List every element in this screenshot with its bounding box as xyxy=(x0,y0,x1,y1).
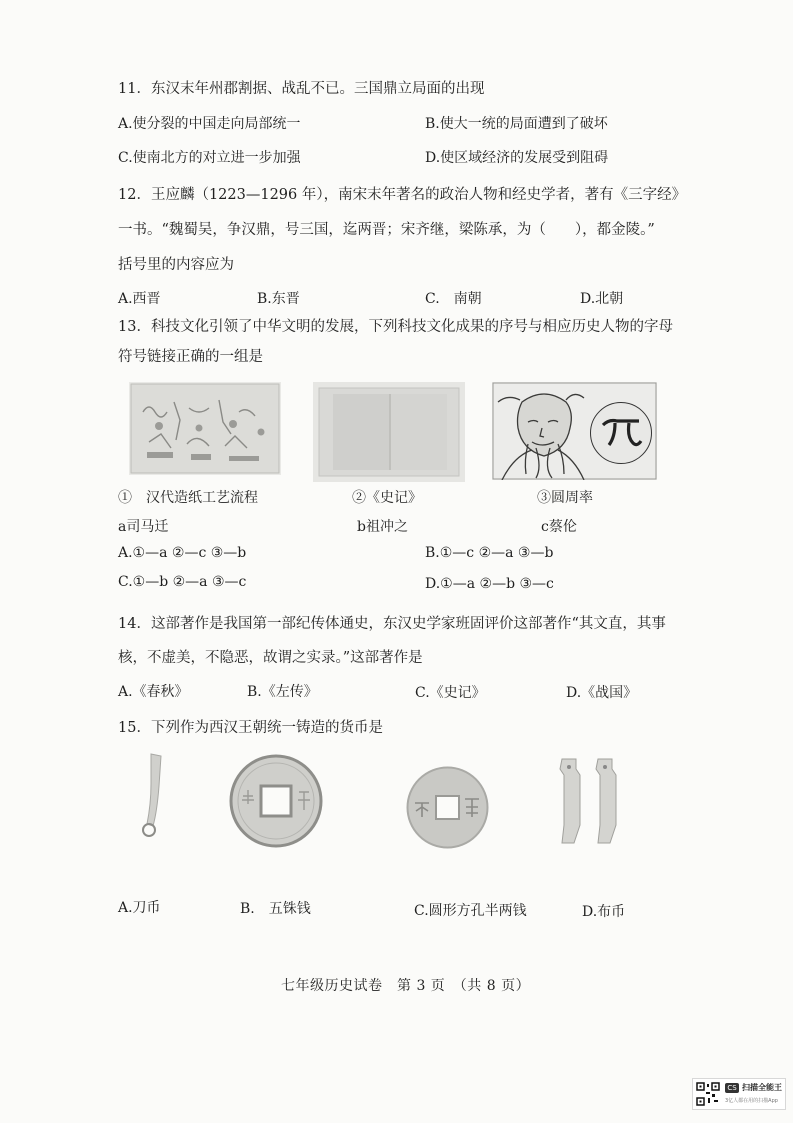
q11-option-c: C.使南北方的对立进一步加强 xyxy=(118,150,301,166)
q14-option-b: B.《左传》 xyxy=(247,684,318,700)
papermaking-process-image xyxy=(129,382,281,475)
q13-option-a: A.①—a ②—c ③—b xyxy=(118,545,247,561)
q14-option-d: D.《战国》 xyxy=(566,685,638,701)
q13-stem-line2: 符号链接正确的一组是 xyxy=(118,349,263,365)
q11-option-d: D.使区域经济的发展受到阻碍 xyxy=(425,150,609,166)
wuzhu-coin-image xyxy=(227,752,325,850)
q15-option-d: D.布币 xyxy=(582,904,626,920)
q13-caption-3: ③圆周率 xyxy=(537,490,593,506)
q11-option-b: B.使大一统的局面遭到了破坏 xyxy=(425,116,608,132)
q14-stem-line1: 14．这部著作是我国第一部纪传体通史，东汉史学家班固评价这部著作“其文直，其事 xyxy=(118,616,666,632)
q12-stem-line3: 括号里的内容应为 xyxy=(118,257,234,273)
q14-option-c: C.《史记》 xyxy=(415,685,486,701)
brand-name: 扫描全能王 xyxy=(742,1083,782,1092)
q13-person-b: b祖冲之 xyxy=(357,519,408,535)
brand-slogan: 3亿人都在用的扫描App xyxy=(725,1098,778,1104)
banliang-coin-image xyxy=(405,765,490,850)
q13-person-a: a司马迁 xyxy=(118,519,169,535)
q13-person-c: c蔡伦 xyxy=(541,519,577,535)
qr-code-icon xyxy=(696,1082,720,1106)
scanner-watermark xyxy=(692,1078,786,1110)
q13-stem-line1: 13．科技文化引领了中华文明的发展，下列科技文化成果的序号与相应历史人物的字母 xyxy=(118,319,673,335)
q13-caption-1: ① 汉代造纸工艺流程 xyxy=(118,490,258,506)
q15-option-a: A.刀币 xyxy=(118,900,161,916)
q12-option-d: D.北朝 xyxy=(580,291,624,307)
spade-coin-image xyxy=(552,755,632,847)
brand-logo-icon: CS xyxy=(725,1083,739,1093)
q15-option-c: C.圆形方孔半两钱 xyxy=(414,903,527,919)
q15-stem: 15．下列作为西汉王朝统一铸造的货币是 xyxy=(118,720,383,736)
q13-option-d: D.①—a ②—b ③—c xyxy=(425,576,554,592)
q15-option-b: B. 五铢钱 xyxy=(240,901,311,917)
q12-option-a: A.西晋 xyxy=(118,291,161,307)
knife-coin-image xyxy=(137,752,171,840)
q13-caption-2: ②《史记》 xyxy=(352,490,422,506)
q14-option-a: A.《春秋》 xyxy=(118,684,189,700)
q13-option-c: C.①—b ②—a ③—c xyxy=(118,574,247,590)
q11-option-a: A.使分裂的中国走向局部统一 xyxy=(118,116,301,132)
q12-stem-line1: 12．王应麟（1223—1296 年），南宋末年著名的政治人物和经史学者，著有《三字经》 xyxy=(118,187,687,203)
shiji-book-image xyxy=(313,382,465,482)
q11-stem: 11．东汉末年州郡割据、战乱不已。三国鼎立局面的出现 xyxy=(118,81,485,97)
q14-stem-line2: 核，不虚美，不隐恶，故谓之实录。”这部著作是 xyxy=(118,650,423,666)
q12-option-c: C. 南朝 xyxy=(425,291,482,307)
q12-option-b: B.东晋 xyxy=(257,291,300,307)
zu-chongzhi-portrait-image xyxy=(492,382,657,480)
page-footer: 七年级历史试卷 第 3 页 （共 8 页） xyxy=(281,978,531,994)
q12-stem-line2: 一书。“魏蜀吴，争汉鼎，号三国，迄两晋；宋齐继，梁陈承，为（ ），都金陵。” xyxy=(118,222,655,238)
pi-circle-icon xyxy=(590,402,652,464)
q13-option-b: B.①—c ②—a ③—b xyxy=(425,545,554,561)
